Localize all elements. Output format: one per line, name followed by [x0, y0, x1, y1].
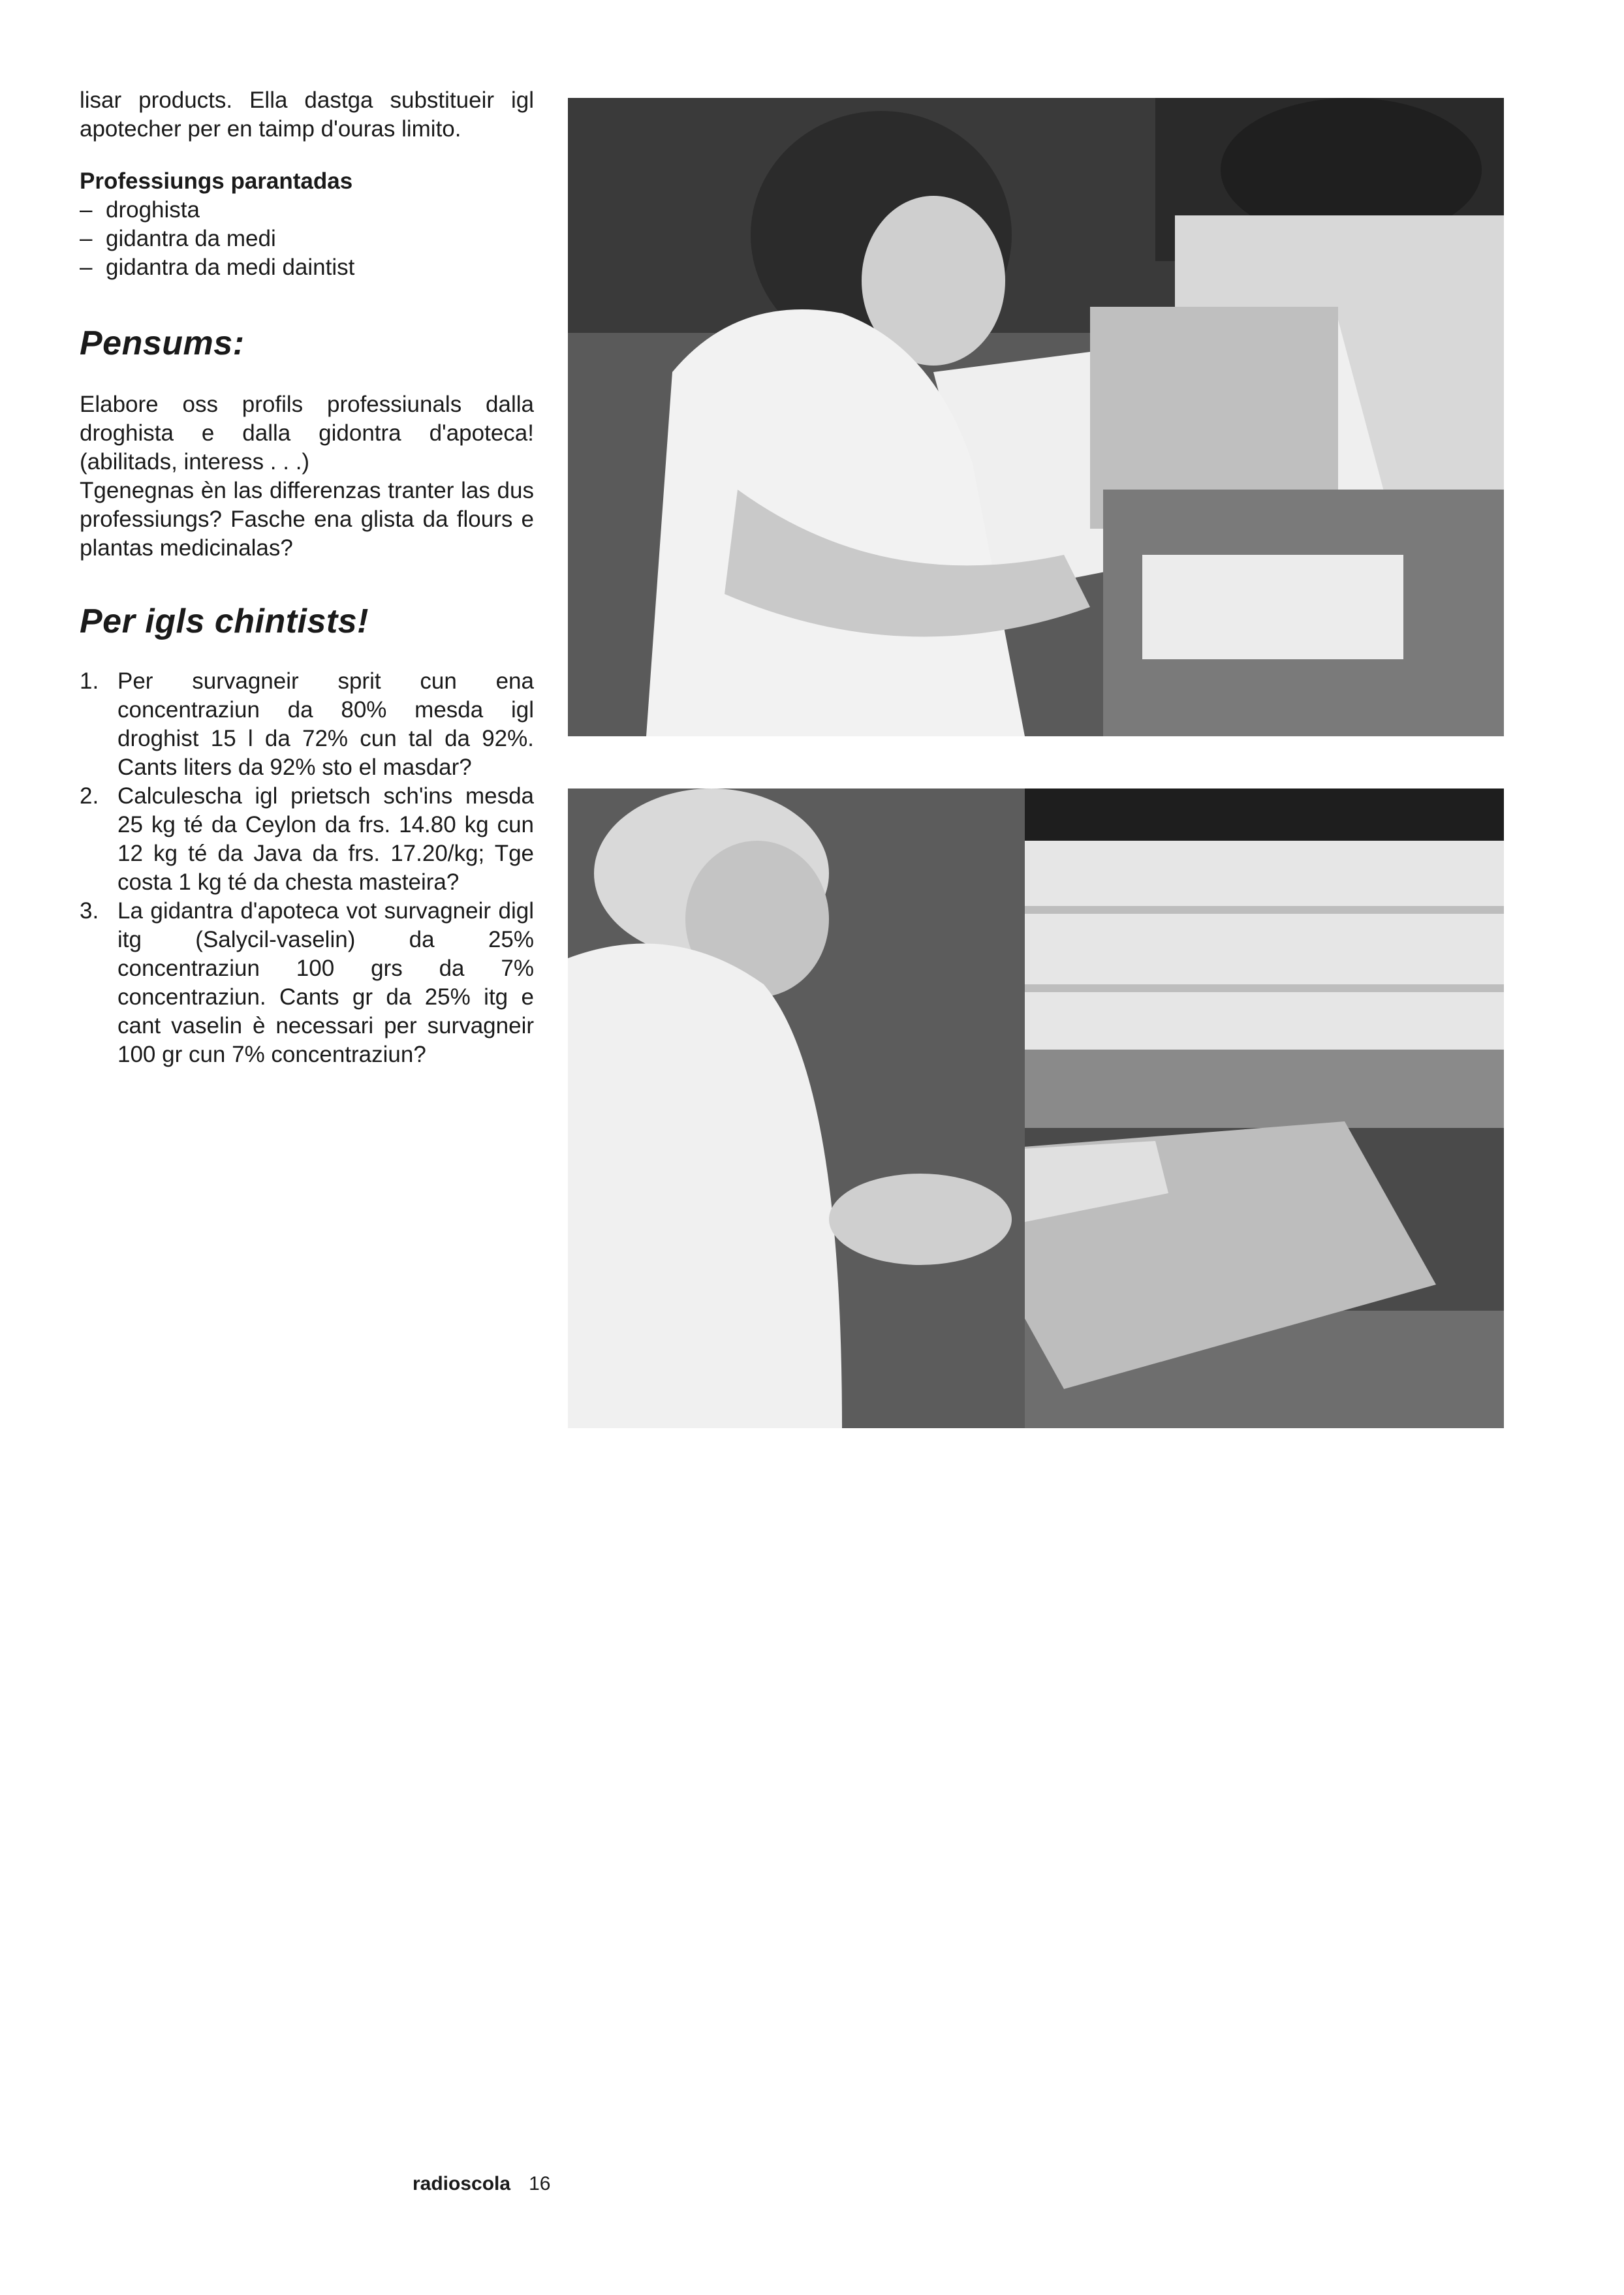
- page-footer: [413, 2172, 550, 2196]
- item-text: La gidantra d'apoteca vot survagneir digl itg (Salycil-vaselin) da 25% concentraziun 100 grs da 7% concentraziun. Cants gr da 25% itg e cant vaselin è necessari per survagneir 100 gr cun 7% concentraziun?: [117, 898, 534, 1067]
- item-text: Per survagneir sprit cun ena concentraziun da 80% mesda igl droghist 15 l da 72% cun tal da 92%. Cants liters da 92% sto el masdar?: [117, 668, 534, 780]
- item-number: 3.: [80, 898, 99, 924]
- puzzles-list: [80, 667, 534, 1069]
- publication-name: radioscola: [413, 2173, 511, 2194]
- photo-reading-book: [568, 788, 1504, 1428]
- tasks-paragraph: Elabore oss profils professiunals dalla droghista e dalla gidontra d'apoteca! (abilitads, interess . . .): [80, 392, 534, 475]
- item-text: Calculescha igl prietsch sch'ins mesda 25 kg té da Ceylon da frs. 14.80 kg cun 12 kg té da Java da frs. 17.20/kg; Tge costa 1 kg té da chesta masteira?: [117, 783, 534, 895]
- related-professions-list: [80, 196, 534, 282]
- puzzles-heading: Per igls chintists!: [80, 602, 369, 640]
- tasks-heading: Pensums:: [80, 324, 245, 362]
- list-item: [80, 897, 534, 1069]
- list-item: [80, 667, 534, 782]
- related-professions-heading: Professiungs parantadas: [80, 168, 353, 194]
- intro-paragraph: lisar products. Ella dastga substitueir igl apotecher per en taimp d'ouras limito.: [80, 87, 534, 142]
- page-number: 16: [529, 2173, 551, 2194]
- list-item: – gidantra da medi: [80, 225, 534, 253]
- tasks-paragraph: Tgenegnas èn las differenzas tranter las dus professiungs? Fasche ena glista da flours e plantas medicinalas?: [80, 478, 534, 561]
- list-item: [80, 782, 534, 897]
- text-column: [80, 86, 534, 1069]
- photo-card-index: [568, 98, 1504, 736]
- item-number: 2.: [80, 783, 99, 809]
- list-item: – gidantra da medi daintist: [80, 253, 534, 282]
- list-item: – droghista: [80, 196, 534, 225]
- item-number: 1.: [80, 668, 99, 694]
